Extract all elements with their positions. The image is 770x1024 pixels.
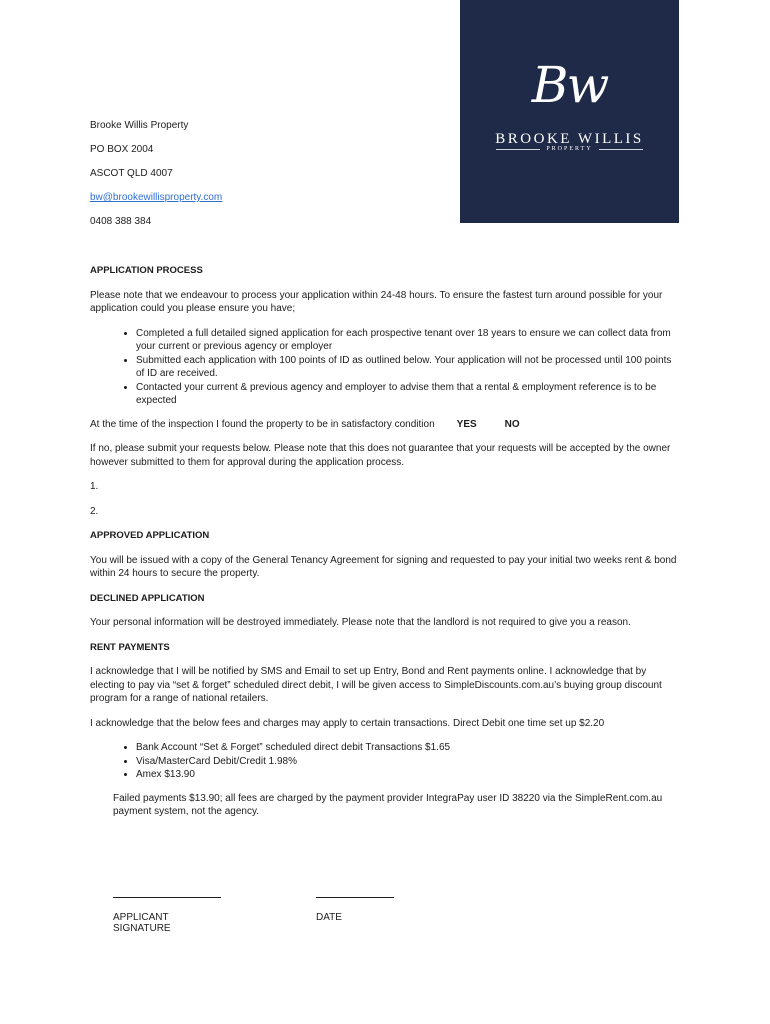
- applicant-signature-line[interactable]: [113, 888, 221, 898]
- phone: 0408 388 384: [90, 216, 152, 227]
- logo-name: BROOKE WILLIS: [495, 131, 644, 147]
- logo-rule-left: [496, 149, 540, 150]
- approved-heading: APPROVED APPLICATION: [90, 530, 210, 541]
- yes-option[interactable]: YES: [456, 418, 477, 430]
- request-item-2: 2.: [90, 505, 99, 517]
- application-checklist: [90, 327, 680, 408]
- fee-item: • Visa/MasterCard Debit/Credit 1.98%: [136, 755, 680, 769]
- no-option[interactable]: NO: [504, 418, 520, 430]
- declined-body: Your personal information will be destroyed immediately. Please note that the landlord is not required to give you a reason.: [90, 617, 631, 628]
- date-label: DATE: [316, 912, 342, 923]
- date-line[interactable]: [316, 888, 394, 898]
- logo-rule-right: [599, 149, 643, 150]
- rent-body-2: I acknowledge that the below fees and charges may apply to certain transactions. Direct Debit one time set up $2.20: [90, 717, 605, 729]
- po-box: PO BOX 2004: [90, 144, 154, 155]
- requests-note: If no, please submit your requests below. Please note that this does not guarantee that your requests will be accepted by the owner however submitted to them for approval during the application process.: [90, 443, 671, 468]
- rent-body-1: I acknowledge that I will be notified by SMS and Email to set up Entry, Bond and Rent payments online. I acknowledge that by electing to pay via “set & forget” scheduled direct debit, I will be given access to SimpleDiscounts.com.au’s buying group discount program for a range of national retailers.: [90, 666, 662, 704]
- document-body: [90, 264, 680, 830]
- logo-subtitle-text: PROPERTY: [546, 146, 593, 152]
- rent-payments-heading: RENT PAYMENTS: [90, 641, 170, 653]
- suburb: ASCOT QLD 4007: [90, 168, 173, 179]
- declined-heading: DECLINED APPLICATION: [90, 592, 205, 604]
- applicant-signature-label: APPLICANT SIGNATURE: [113, 912, 171, 934]
- logo-subtitle: [496, 146, 643, 152]
- checklist-item: • Submitted each application with 100 points of ID as outlined below. Your application will not be processed until 100 points of ID are received.: [136, 354, 680, 381]
- failed-payments-note: Failed payments $13.90; all fees are charged by the payment provider IntegraPay user ID 38220 via the SimpleRent.com.au payment system, not the agency.: [113, 792, 663, 817]
- application-process-heading: APPLICATION PROCESS: [90, 265, 203, 276]
- fee-item: • Amex $13.90: [136, 768, 680, 782]
- inspection-row: [90, 418, 680, 432]
- date-block: [316, 888, 394, 923]
- fee-item: • Bank Account “Set & Forget” scheduled direct debit Transactions $1.65: [136, 741, 680, 755]
- approved-body: You will be issued with a copy of the General Tenancy Agreement for signing and requested to pay your initial two weeks rent & bond within 24 hours to secure the property.: [90, 554, 677, 579]
- application-process-intro: Please note that we endeavour to process your application within 24-48 hours. To ensure the fastest turn around possible for your application could you please ensure you have;: [90, 289, 663, 314]
- email-link[interactable]: bw@brookewillisproperty.com: [90, 192, 223, 203]
- request-item-1: 1.: [90, 481, 99, 492]
- company-name: Brooke Willis Property: [90, 120, 189, 131]
- checklist-item: • Contacted your current & previous agency and employer to advise them that a rental & employment reference is to be expected: [136, 381, 680, 408]
- fees-list: [90, 741, 680, 782]
- logo-monogram: Bw: [531, 56, 608, 114]
- inspection-statement: At the time of the inspection I found the property to be in satisfactory condition: [90, 418, 435, 430]
- checklist-item: • Completed a full detailed signed application for each prospective tenant over 18 years to ensure we can collect data from your current or previous agency or employer: [136, 327, 680, 354]
- brand-logo: [460, 0, 679, 223]
- applicant-signature-block: [113, 888, 221, 934]
